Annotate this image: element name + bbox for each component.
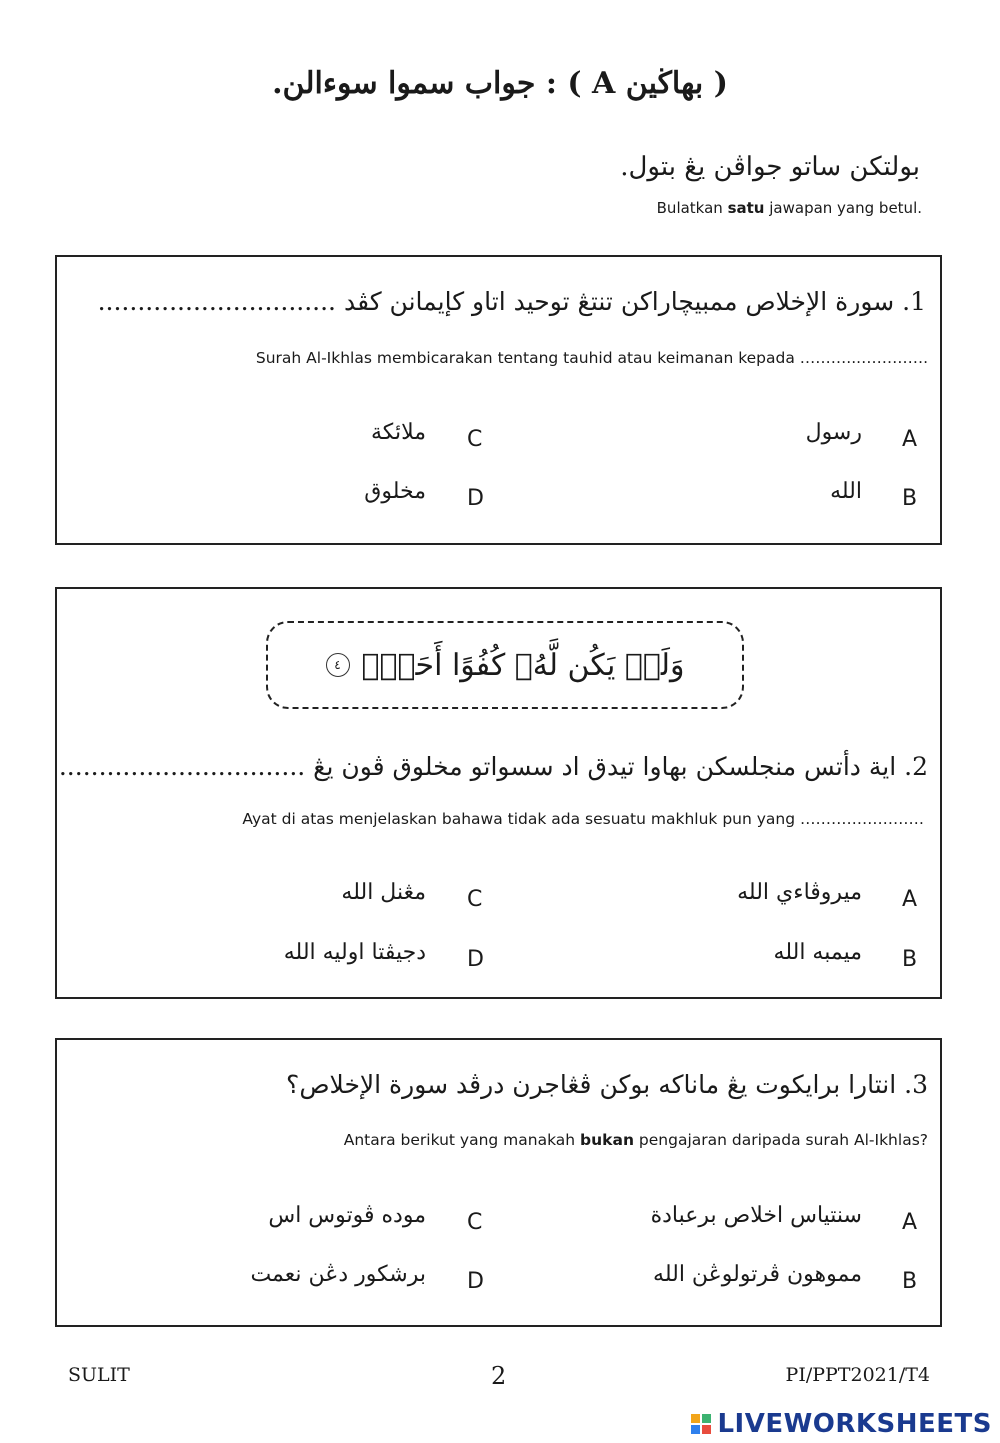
page-number: 2 [491,1362,507,1390]
option-3-c-letter[interactable]: C [467,1210,483,1235]
liveworksheets-mark-icon [691,1414,711,1434]
option-1-a-text[interactable]: رسول [805,420,862,445]
option-1-b-letter[interactable]: B [902,486,918,511]
ayat-number-icon: ٤ [326,653,350,677]
liveworksheets-name: LIVEWORKSHEETS [717,1409,992,1439]
option-3-d-letter[interactable]: D [467,1269,484,1294]
question-3-jawi: 3. انتارا برايكوت يڠ ماناكه بوكن ڤڠاجرن درڤد سورة الإخلاص؟ [286,1070,928,1099]
instruction-jawi: بولتكن ساتو جواڤن يڠ بتول. [620,152,920,182]
question-2-jawi: 2. اية دأتس منجلسكن بهاوا تيدق اد سسواتو مخلوق ڤون يڠ ............................... [58,752,928,781]
option-2-a-letter[interactable]: A [902,887,918,912]
option-1-c-text[interactable]: ملائكة [371,420,426,445]
question-3-rumi: Antara berikut yang manakah bukan pengajaran daripada surah Al-Ikhlas? [343,1131,928,1149]
ayat-frame [266,621,744,709]
option-2-b-text[interactable]: ميمبه الله [773,940,862,965]
question-1-box [55,255,942,545]
footer-sulit: SULIT [68,1364,130,1386]
option-2-a-text[interactable]: ميروڤاءي الله [737,880,862,905]
instruction-rumi: Bulatkan satu jawapan yang betul. [656,199,922,217]
liveworksheets-logo [691,1409,992,1439]
ayat-text: وَلَمۡ يَكُن لَّهُۥ كُفُوًا أَحَدُۢ [361,647,685,683]
question-1-rumi: Surah Al-Ikhlas membicarakan tentang tauhid atau keimanan kepada ………...…………. [255,349,928,367]
instruction-emphasis: satu [727,199,765,217]
option-3-b-letter[interactable]: B [902,1269,918,1294]
option-3-d-text[interactable]: برشكور دڠن نعمت [250,1262,426,1287]
footer-code: PI/PPT2021/T4 [785,1364,930,1386]
question-3-box [55,1038,942,1327]
option-2-c-text[interactable]: مڠنل الله [341,880,426,905]
question-1-jawi: 1. سورة الإخلاص ممبيچاراكن تنتڠ توحيد اتاو كإيمانن كڤد .............................. [97,287,926,316]
option-2-d-text[interactable]: دجيڤتا اوليه الله [283,940,426,965]
option-2-b-letter[interactable]: B [902,947,918,972]
option-1-c-letter[interactable]: C [467,427,483,452]
question-3-emphasis: bukan [580,1131,634,1149]
option-1-b-text[interactable]: الله [830,479,862,504]
option-3-c-text[interactable]: موده ڤوتوس اس [268,1203,426,1228]
option-1-d-text[interactable]: مخلوق [364,479,426,504]
option-2-c-letter[interactable]: C [467,887,483,912]
option-3-a-text[interactable]: سنتياس اخلاص برعبادة [650,1203,862,1228]
option-1-d-letter[interactable]: D [467,486,484,511]
option-3-a-letter[interactable]: A [902,1210,918,1235]
option-1-a-letter[interactable]: A [902,427,918,452]
question-2-box [55,587,942,999]
option-3-b-text[interactable]: مموهون ڤرتولوڠن الله [653,1262,862,1287]
question-2-rumi: Ayat di atas menjelaskan bahawa tidak ada sesuatu makhluk pun yang …………………… [242,810,924,828]
option-2-d-letter[interactable]: D [467,947,484,972]
section-title: ( بهاڬين A ) : جواب سموا سوءالن. [272,66,728,101]
